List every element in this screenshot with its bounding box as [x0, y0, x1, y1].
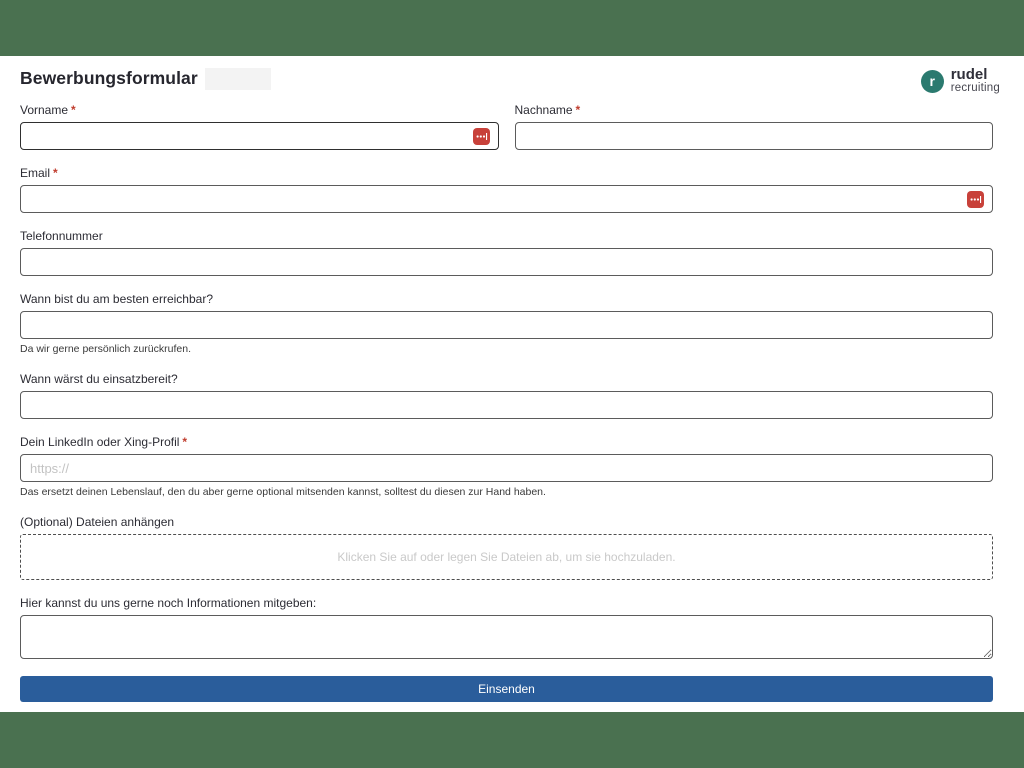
- informationen-group: [20, 596, 993, 659]
- telefon-input[interactable]: [20, 248, 993, 276]
- required-asterisk: *: [71, 103, 76, 117]
- title-ghost-highlight: [205, 68, 271, 90]
- autofill-dots-icon: [969, 193, 982, 206]
- header-bar: [0, 0, 1024, 56]
- vorname-group: [20, 103, 499, 150]
- erreichbar-input[interactable]: [20, 311, 993, 339]
- einsatzbereit-group: [20, 372, 993, 419]
- erreichbar-helper-text: Da wir gerne persönlich zurückrufen.: [20, 343, 191, 355]
- profil-label-text: Dein LinkedIn oder Xing-Profil: [20, 435, 180, 449]
- profil-group: [20, 435, 993, 499]
- name-row: [20, 103, 993, 150]
- vorname-input-wrap: [20, 122, 499, 150]
- logo-name: rudel: [950, 66, 988, 83]
- nachname-group: [515, 103, 994, 150]
- profil-label: [20, 435, 993, 450]
- email-label: [20, 166, 993, 181]
- submit-button[interactable]: Einsenden: [20, 676, 993, 702]
- file-dropzone[interactable]: [20, 534, 993, 580]
- logo-circle-icon: r: [921, 70, 944, 93]
- required-asterisk: *: [182, 435, 188, 449]
- footer-bar: [0, 712, 1024, 768]
- telefon-input-wrap: [20, 248, 993, 276]
- email-label-text: Email: [20, 166, 51, 180]
- password-manager-autofill-icon[interactable]: [473, 128, 490, 145]
- dateien-label: (Optional) Dateien anhängen: [20, 515, 175, 529]
- erreichbar-input-wrap: [20, 311, 993, 339]
- telefon-group: [20, 229, 993, 276]
- required-asterisk: *: [53, 166, 58, 180]
- erreichbar-group: [20, 292, 993, 356]
- telefon-label: Telefonnummer: [20, 229, 103, 243]
- nachname-input-wrap: [515, 122, 994, 150]
- vorname-input[interactable]: [20, 122, 499, 150]
- email-group: [20, 166, 993, 213]
- email-input-wrap: [20, 185, 993, 213]
- email-input[interactable]: [20, 185, 993, 213]
- profil-url-input[interactable]: [20, 454, 993, 482]
- einsatzbereit-input[interactable]: [20, 391, 993, 419]
- informationen-label: Hier kannst du uns gerne noch Informationen mitgeben:: [20, 596, 317, 610]
- logo-tagline: recruiting: [950, 82, 1000, 94]
- einsatzbereit-label: Wann wärst du einsatzbereit?: [20, 372, 178, 386]
- nachname-label: [515, 103, 994, 118]
- profil-input-wrap: [20, 454, 993, 482]
- informationen-textarea[interactable]: [20, 615, 993, 659]
- dropzone-hint-text: Klicken Sie auf oder legen Sie Dateien ab, um sie hochzuladen.: [337, 550, 676, 564]
- profil-helper-text: Das ersetzt deinen Lebenslauf, den du aber gerne optional mitsenden kannst, solltest du diesen zur Hand haben.: [20, 486, 546, 498]
- required-asterisk: *: [575, 103, 581, 117]
- nachname-input[interactable]: [515, 122, 994, 150]
- dateien-group: [20, 515, 993, 580]
- vorname-label: [20, 103, 499, 118]
- title-row: [20, 67, 993, 90]
- autofill-dots-icon: [475, 130, 488, 143]
- erreichbar-label: Wann bist du am besten erreichbar?: [20, 292, 213, 306]
- vorname-label-text: Vorname: [20, 103, 69, 117]
- application-form: [20, 56, 993, 702]
- nachname-label-text: Nachname: [514, 103, 573, 117]
- page-title: Bewerbungsformular: [20, 68, 198, 88]
- password-manager-autofill-icon[interactable]: [967, 191, 984, 208]
- einsatzbereit-input-wrap: [20, 391, 993, 419]
